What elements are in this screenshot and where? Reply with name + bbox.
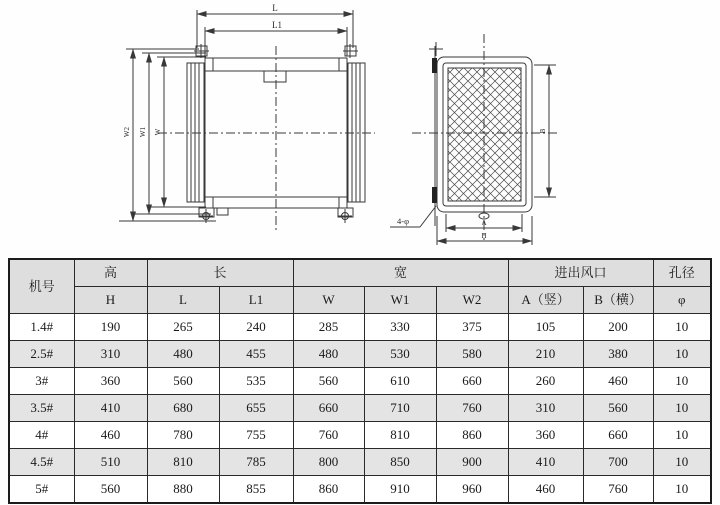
table-header [9,259,711,314]
table-row [9,422,711,449]
value-cell: 785 [219,449,293,476]
dimension-table [8,258,712,504]
header-group-row [9,259,711,287]
table-row [9,449,711,476]
dim-label-A: A [481,219,487,227]
header-W: W [293,287,364,314]
header-B: B（横） [583,287,653,314]
dim-label-W2: W2 [123,126,131,138]
table-row [9,341,711,368]
value-cell: 760 [436,395,508,422]
value-cell: 380 [583,341,653,368]
header-height-group: 高 [74,259,147,287]
value-cell: 460 [583,368,653,395]
front-view [158,44,375,232]
value-cell: 855 [219,476,293,504]
value-cell: 10 [653,314,711,341]
value-cell: 560 [293,368,364,395]
model-cell: 2.5# [9,341,74,368]
value-cell: 655 [219,395,293,422]
value-cell: 780 [147,422,219,449]
value-cell: 560 [74,476,147,504]
value-cell: 680 [147,395,219,422]
value-cell: 800 [293,449,364,476]
value-cell: 510 [74,449,147,476]
header-model: 机号 [9,259,74,314]
terminal-box [264,71,286,82]
model-cell: 3.5# [9,395,74,422]
table-row [9,368,711,395]
model-cell: 4.5# [9,449,74,476]
model-cell: 1.4# [9,314,74,341]
value-cell: 10 [653,368,711,395]
value-cell: 760 [583,476,653,504]
value-cell: 530 [364,341,436,368]
value-cell: 210 [508,341,583,368]
header-W2: W2 [436,287,508,314]
front-view-dimensions [119,10,353,221]
holes-callout-label: 4-φ [397,216,409,226]
bottom-notch [217,208,228,215]
header-W1: W1 [364,287,436,314]
value-cell: 860 [293,476,364,504]
dim-label-W1: W1 [139,126,147,138]
top-right-bolt [343,44,358,58]
header-hole-group: 孔径 [653,259,711,287]
model-cell: 5# [9,476,74,504]
header-port-group: 进出风口 [508,259,653,287]
value-cell: 330 [364,314,436,341]
value-cell: 535 [219,368,293,395]
value-cell: 10 [653,449,711,476]
header-length-group: 长 [147,259,293,287]
dim-label-H: H [481,232,487,240]
value-cell: 660 [293,395,364,422]
table-row [9,314,711,341]
value-cell: 10 [653,341,711,368]
value-cell: 480 [293,341,364,368]
value-cell: 560 [147,368,219,395]
value-cell: 910 [364,476,436,504]
value-cell: 410 [74,395,147,422]
header-A: A（竖） [508,287,583,314]
value-cell: 700 [583,449,653,476]
hinge-mark-bottom [432,187,437,203]
value-cell: 10 [653,422,711,449]
value-cell: 860 [436,422,508,449]
value-cell: 260 [508,368,583,395]
value-cell: 375 [436,314,508,341]
dim-label-L1: L1 [272,20,282,30]
header-L1: L1 [219,287,293,314]
value-cell: 265 [147,314,219,341]
header-width-group: 宽 [293,259,508,287]
header-L: L [147,287,219,314]
model-cell: 4# [9,422,74,449]
value-cell: 360 [508,422,583,449]
value-cell: 610 [364,368,436,395]
header-H: H [74,287,147,314]
value-cell: 810 [364,422,436,449]
header-phi: φ [653,287,711,314]
value-cell: 10 [653,476,711,504]
value-cell: 960 [436,476,508,504]
value-cell: 760 [293,422,364,449]
table-body [9,314,711,504]
value-cell: 810 [147,449,219,476]
value-cell: 460 [74,422,147,449]
hinge-mark-top [432,58,437,73]
value-cell: 900 [436,449,508,476]
value-cell: 190 [74,314,147,341]
header-sub-row [9,287,711,314]
value-cell: 580 [436,341,508,368]
value-cell: 560 [583,395,653,422]
value-cell: 105 [508,314,583,341]
value-cell: 310 [74,341,147,368]
dim-label-W: W [154,128,162,136]
top-left-bolt [194,44,209,58]
value-cell: 755 [219,422,293,449]
dim-label-L: L [272,3,278,13]
value-cell: 310 [508,395,583,422]
value-cell: 240 [219,314,293,341]
dim-label-B: B [539,128,547,134]
value-cell: 850 [364,449,436,476]
value-cell: 285 [293,314,364,341]
table-row [9,476,711,504]
value-cell: 200 [583,314,653,341]
value-cell: 455 [219,341,293,368]
value-cell: 410 [508,449,583,476]
value-cell: 460 [508,476,583,504]
value-cell: 880 [147,476,219,504]
value-cell: 360 [74,368,147,395]
bottom-right-bracket [338,208,353,223]
value-cell: 660 [583,422,653,449]
value-cell: 480 [147,341,219,368]
table-row [9,395,711,422]
value-cell: 710 [364,395,436,422]
value-cell: 10 [653,395,711,422]
model-cell: 3# [9,368,74,395]
value-cell: 660 [436,368,508,395]
